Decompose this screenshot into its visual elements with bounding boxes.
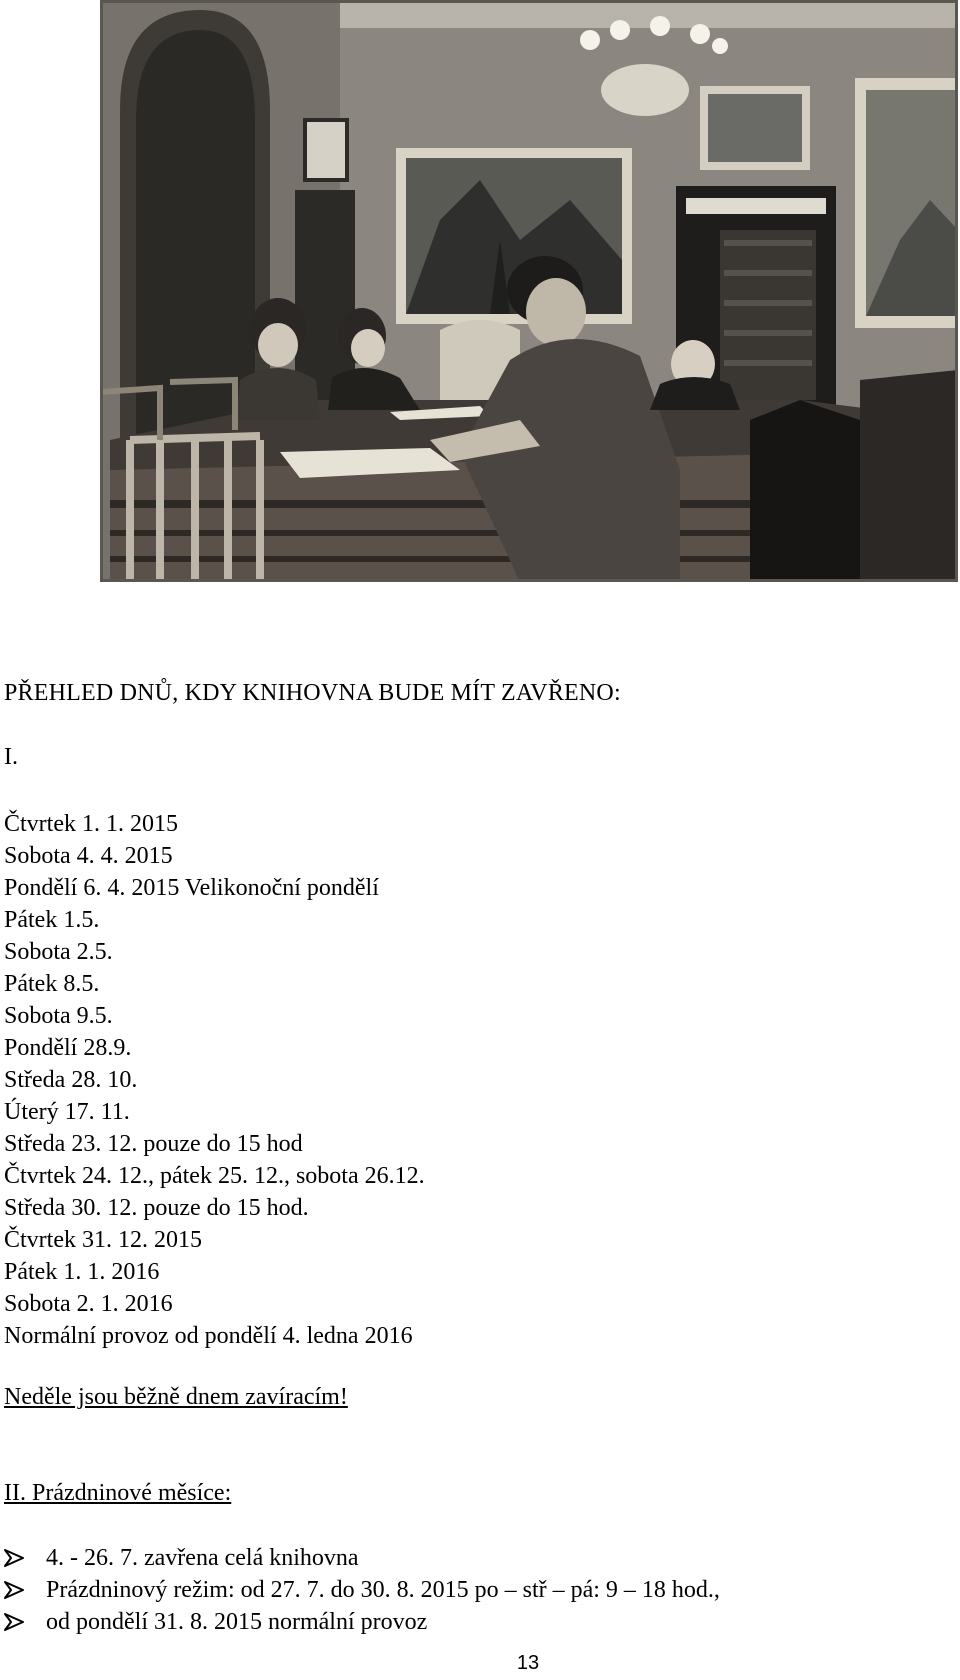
arrow-bullet-icon [4, 1581, 46, 1599]
summer-schedule-text: Prázdninový režim: od 27. 7. do 30. 8. 2015 po – stř – pá: 9 – 18 hod., [46, 1577, 720, 1603]
summer-schedule-list [4, 1542, 720, 1638]
summer-schedule-item [4, 1542, 720, 1574]
summer-schedule-text: 4. - 26. 7. zavřena celá knihovna [46, 1545, 359, 1571]
reading-room-photo-graphic [100, 0, 958, 582]
closed-day-item: Normální provoz od pondělí 4. ledna 2016 [4, 1323, 413, 1349]
closed-day-item: Pondělí 6. 4. 2015 Velikonoční pondělí [4, 875, 379, 901]
reading-room-photo [100, 0, 958, 582]
closed-day-item: Pátek 1.5. [4, 907, 100, 933]
summer-schedule-item [4, 1574, 720, 1606]
closed-day-item: Sobota 9.5. [4, 1003, 113, 1029]
page-number: 13 [516, 1652, 540, 1674]
section-one-label: I. [4, 744, 18, 770]
summer-schedule-text: od pondělí 31. 8. 2015 normální provoz [46, 1609, 428, 1635]
closed-day-item: Sobota 2.5. [4, 939, 113, 965]
closure-overview-heading: PŘEHLED DNŮ, KDY KNIHOVNA BUDE MÍT ZAVŘENO: [4, 680, 621, 706]
closed-day-item: Pátek 1. 1. 2016 [4, 1259, 160, 1285]
closed-day-item: Středa 23. 12. pouze do 15 hod [4, 1131, 303, 1157]
arrow-bullet-icon [4, 1613, 46, 1631]
closed-day-item: Čtvrtek 1. 1. 2015 [4, 811, 178, 837]
closed-days-list [4, 808, 425, 1352]
closed-day-item: Čtvrtek 31. 12. 2015 [4, 1227, 202, 1253]
summer-months-heading: II. Prázdninové měsíce: [4, 1480, 232, 1506]
closed-day-item: Pátek 8.5. [4, 971, 100, 997]
summer-schedule-item [4, 1606, 720, 1638]
sunday-closed-note: Neděle jsou běžně dnem zavíracím! [4, 1384, 348, 1410]
closed-day-item: Středa 28. 10. [4, 1067, 138, 1093]
closed-day-item: Středa 30. 12. pouze do 15 hod. [4, 1195, 309, 1221]
closed-day-item: Pondělí 28.9. [4, 1035, 132, 1061]
closed-day-item: Čtvrtek 24. 12., pátek 25. 12., sobota 26.12. [4, 1163, 425, 1189]
closed-day-item: Úterý 17. 11. [4, 1099, 130, 1125]
closed-day-item: Sobota 4. 4. 2015 [4, 843, 173, 869]
closed-day-item: Sobota 2. 1. 2016 [4, 1291, 173, 1317]
arrow-bullet-icon [4, 1549, 46, 1567]
